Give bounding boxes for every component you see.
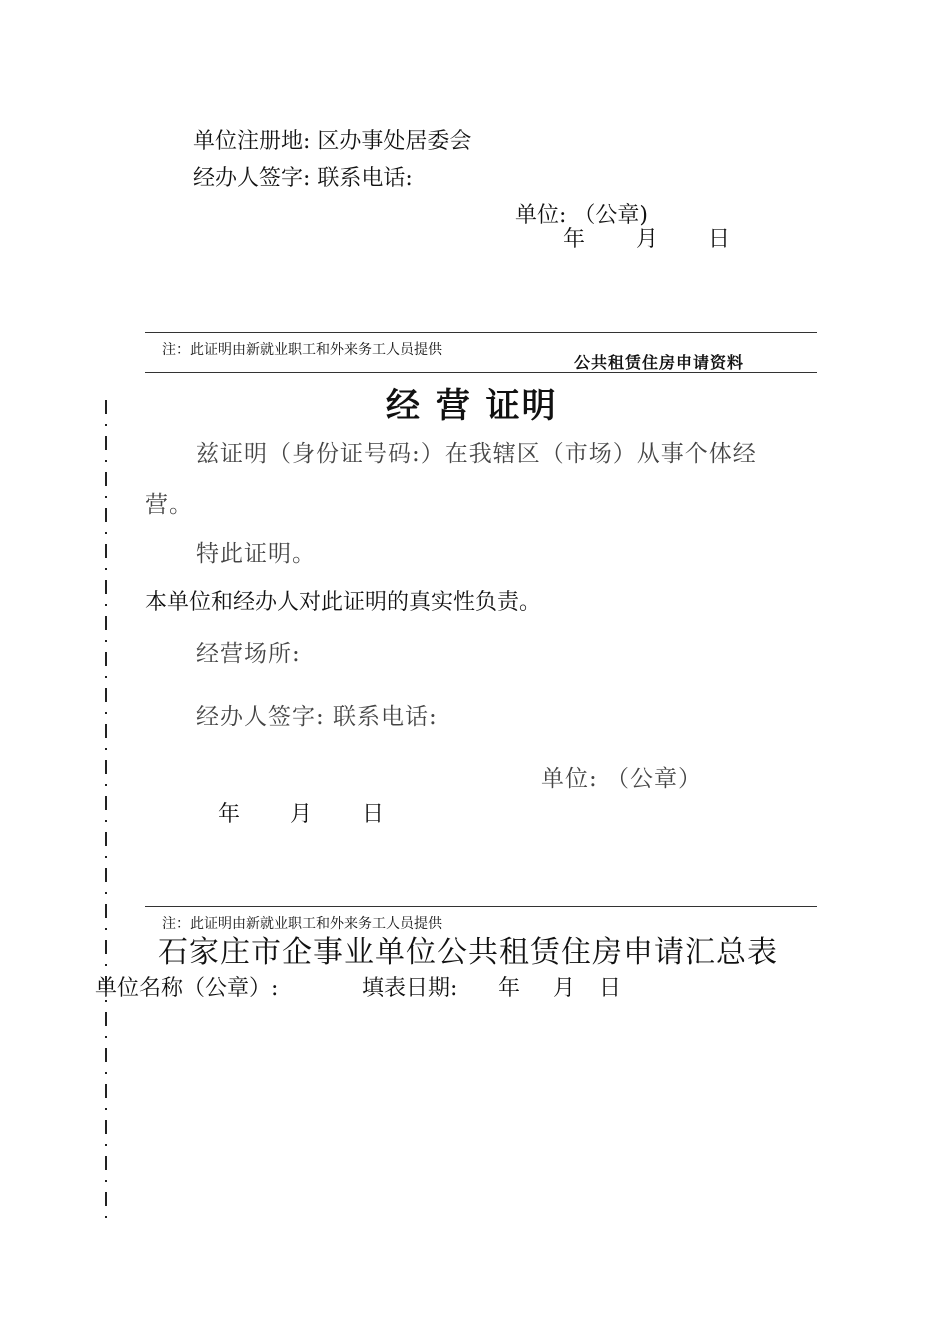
note-1: 注：此证明由新就业职工和外来务工人员提供 (162, 342, 442, 358)
binding-cut-line (104, 400, 110, 1220)
cert-para-line1: 兹证明（身份证号码:）在我辖区（市场）从事个体经 (196, 441, 757, 467)
cert-place: 经营场所: (196, 641, 301, 667)
divider-line (145, 372, 817, 373)
header-right: 公共租赁住房申请资料 (574, 353, 745, 372)
summary-date-year: 年 (498, 976, 521, 1001)
cert-date-month: 月 (290, 802, 313, 827)
top-date-day: 日 (708, 227, 731, 252)
top-date-year: 年 (563, 227, 586, 252)
summary-fill-date: 填表日期: (362, 976, 458, 1001)
cert-signature-phone: 经办人签字: 联系电话: (196, 704, 438, 730)
summary-date-day: 日 (599, 976, 622, 1001)
cert-date-day: 日 (362, 802, 385, 827)
divider-line (145, 906, 817, 907)
top-unit-seal: 单位: （公章) (515, 203, 648, 228)
cert-date-year: 年 (218, 802, 241, 827)
registration-line: 单位注册地: 区办事处居委会 (193, 129, 472, 154)
summary-title: 石家庄市企事业单位公共租赁住房申请汇总表 (158, 935, 778, 970)
top-date-month: 月 (636, 227, 659, 252)
cert-unit-seal: 单位: （公章） (541, 766, 703, 792)
summary-date-month: 月 (553, 976, 576, 1001)
divider-line (145, 332, 817, 333)
top-signature-phone: 经办人签字: 联系电话: (193, 166, 413, 191)
cert-responsibility: 本单位和经办人对此证明的真实性负责。 (145, 590, 542, 615)
cert-para-line2: 营。 (145, 492, 193, 518)
cert-special: 特此证明。 (196, 541, 316, 567)
note-2: 注：此证明由新就业职工和外来务工人员提供 (162, 916, 442, 932)
cert-title: 经 营 证明 (386, 386, 558, 426)
summary-unit-name: 单位名称（公章）: (95, 976, 279, 1001)
